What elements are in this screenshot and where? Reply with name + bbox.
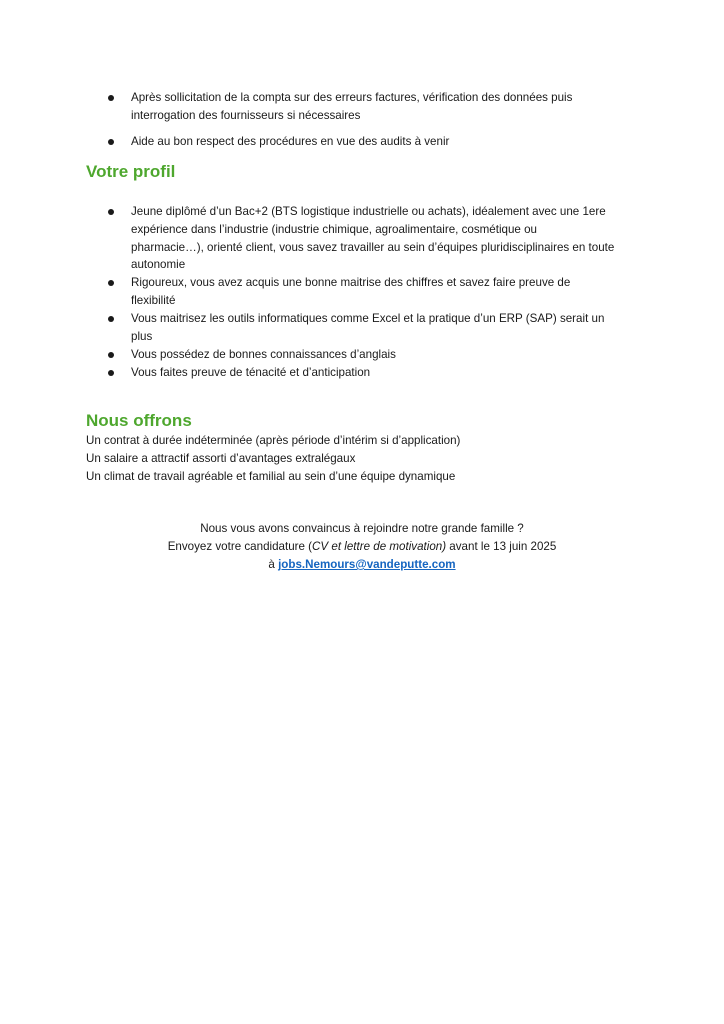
- profile-item-line: plus: [131, 329, 153, 343]
- profile-heading: Votre profil: [86, 162, 176, 181]
- task-line: Aide au bon respect des procédures en vue des audits à venir: [131, 135, 450, 148]
- profile-item-line: Vous possédez de bonnes connaissances d’anglais: [131, 348, 396, 361]
- bullet-icon: [108, 370, 114, 376]
- bullet-icon: [108, 316, 114, 322]
- profile-item-line: Jeune diplômé d’un Bac+2 (BTS logistique industrielle ou achats), idéalement avec une 1ere: [131, 205, 606, 218]
- profile-item-line: expérience dans l’industrie (industrie chimique, agroalimentaire, cosmétique ou: [131, 222, 537, 236]
- bullet-icon: [108, 280, 114, 286]
- offer-line: Un climat de travail agréable et familial au sein d’une équipe dynamique: [86, 470, 456, 483]
- bullet-icon: [108, 139, 114, 145]
- bullet-icon: [108, 209, 114, 215]
- closing-prefix: à: [268, 558, 279, 571]
- closing-italic: CV et lettre de motivation): [312, 540, 447, 553]
- profile-item-line: Vous maitrisez les outils informatiques comme Excel et la pratique d’un ERP (SAP) serait un: [131, 312, 605, 325]
- profile-item-line: autonomie: [131, 258, 186, 272]
- bullet-icon: [108, 352, 114, 358]
- closing-deadline: avant le 13 juin 2025: [446, 540, 557, 553]
- task-line: Après sollicitation de la compta sur des erreurs factures, vérification des données puis: [131, 91, 573, 104]
- email-link[interactable]: jobs.Nemours@vandeputte.com: [278, 558, 456, 571]
- closing-text: Envoyez votre candidature (: [167, 540, 313, 553]
- bullet-icon: [108, 95, 114, 101]
- closing-question: Nous vous avons convaincus à rejoindre notre grande famille ?: [200, 522, 524, 535]
- closing-email-line: [0, 558, 724, 572]
- offer-line: Un salaire a attractif assorti d’avantages extralégaux: [86, 452, 356, 465]
- closing-instructions: [0, 540, 724, 554]
- offer-line: Un contrat à durée indéterminée (après période d’intérim si d’application): [86, 434, 461, 447]
- profile-item-line: Vous faites preuve de ténacité et d’anticipation: [131, 366, 371, 379]
- profile-item-line: flexibilité: [131, 293, 176, 307]
- task-line: interrogation des fournisseurs si nécessaires: [131, 108, 361, 122]
- profile-item-line: pharmacie…), orienté client, vous savez travailler au sein d’équipes pluridisciplinaires en toute: [131, 240, 615, 254]
- offer-heading: Nous offrons: [86, 411, 192, 430]
- profile-item-line: Rigoureux, vous avez acquis une bonne maitrise des chiffres et savez faire preuve de: [131, 276, 571, 289]
